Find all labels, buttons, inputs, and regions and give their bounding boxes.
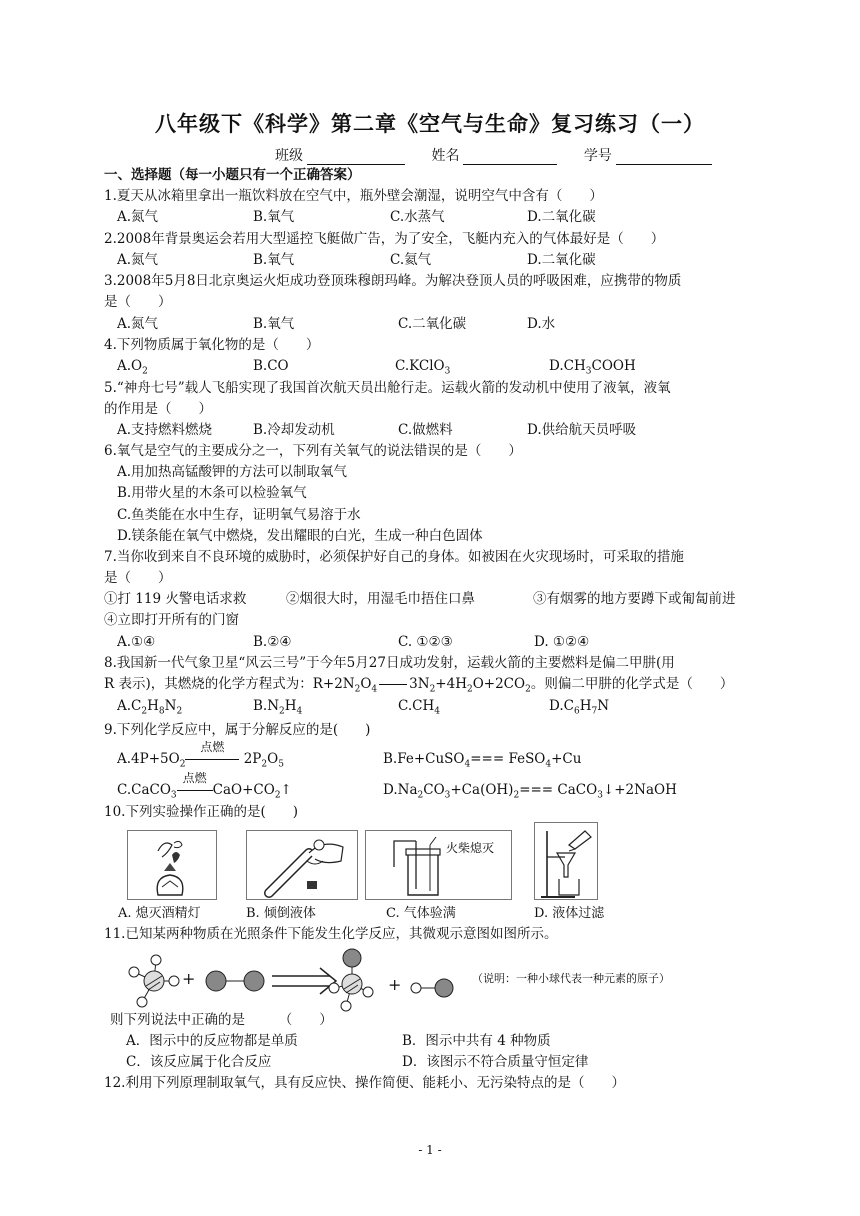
gas-arrow-icon: ↑ [280, 782, 292, 798]
q8-eq-sub1: 2 [354, 684, 361, 695]
q10-option-d[interactable]: D. 液体过滤 [534, 906, 605, 921]
q6-option-b[interactable]: B.用带火星的木条可以检验氧气 [117, 485, 307, 501]
q4-option-c[interactable] [395, 358, 450, 375]
hcl-molecule-icon [411, 979, 453, 997]
q9-option-b[interactable] [383, 751, 581, 768]
q8-equation-line [104, 676, 733, 693]
q3-option-a[interactable]: A.氮气 [117, 316, 159, 332]
q9-option-a[interactable] [117, 740, 284, 770]
q6-option-d[interactable]: D.镁条能在氧气中燃烧，发出耀眼的白光，生成一种白色固体 [117, 528, 483, 544]
fig-pour-liquid[interactable] [246, 830, 358, 900]
q2-option-a[interactable]: A.氮气 [117, 252, 159, 268]
q7-option-a[interactable]: A.①④ [117, 634, 156, 650]
q9-a-s2: 2 [261, 759, 268, 770]
q8-c-t: C.CH [398, 698, 435, 714]
q9-c-cond: 点燃 [182, 771, 207, 785]
q1-option-a[interactable]: A.氮气 [117, 209, 159, 225]
q9-a-cond: 点燃 [200, 740, 225, 754]
alcohol-lamp-icon [128, 831, 216, 899]
q7-measure-3: ③有烟雾的地方要蹲下或匍匐前进 [533, 591, 736, 607]
q10-option-c[interactable]: C. 气体验满 [386, 906, 456, 921]
fig-c-label: 火柴熄灭 [446, 841, 495, 855]
q7-measure-4: ④立即打开所有的门窗 [104, 612, 239, 628]
q9-b-mid: === FeSO [470, 751, 546, 767]
q8-d-s2: 7 [591, 706, 598, 717]
q11-option-d[interactable]: D．该图示不符合质量守恒定律 [402, 1054, 589, 1070]
q2-option-d[interactable]: D.二氧化碳 [527, 252, 596, 268]
fig-gas-check[interactable] [365, 830, 512, 900]
q8-a-m: H [147, 698, 159, 714]
q9-b-post: +Cu [551, 751, 582, 767]
q8-a-s2: 8 [158, 706, 165, 717]
q7-option-c[interactable]: C. ①②③ [398, 634, 453, 650]
q8-a-t: A.C [117, 698, 142, 714]
q7-measure-2: ②烟很大时，用湿毛巾捂住口鼻 [286, 591, 475, 607]
q4-stem: 4.下列物质属于氧化物的是（ ） [104, 337, 320, 353]
q2-stem: 2.2008年背景奥运会若用大型遥控飞艇做广告，为了安全，飞艇内充入的气体最好是（ ） [104, 231, 665, 247]
q8-eq-sub5: 2 [525, 684, 531, 695]
section-heading: 一、选择题（每一小题只有一个正确答案） [104, 167, 361, 183]
q7-stem-line2: 是（ ） [104, 570, 172, 586]
reaction-condition [177, 771, 213, 799]
q8-eq-m1: O [360, 676, 372, 692]
q10-stem: 10.下列实验操作正确的是( ) [104, 804, 299, 820]
q7-option-b[interactable]: B.②④ [253, 634, 292, 650]
q3-option-b[interactable]: B.氧气 [253, 316, 295, 332]
q5-stem-line2: 的作用是（ ） [104, 401, 212, 417]
q11-option-a[interactable]: A．图示中的反应物都是单质 [126, 1033, 298, 1049]
q11-note: （说明：一种小球代表一种元素的原子） [472, 972, 670, 985]
student-info-row [275, 148, 734, 165]
q11-stem: 11.已知某两种物质在光照条件下能发生化学反应，其微观示意图如图所示。 [104, 926, 558, 942]
q8-a-s1: 2 [141, 706, 148, 717]
q9-b-s: 4 [464, 759, 471, 770]
q10-option-b[interactable]: B. 倾倒液体 [246, 906, 316, 921]
q2-option-b[interactable]: B.氧气 [253, 252, 295, 268]
q4-d-text: D.CH [549, 358, 586, 374]
q9-d-m2: +Ca(OH) [450, 782, 514, 798]
q9-d-s2: 3 [444, 790, 451, 801]
q8-b-s2: 4 [296, 706, 303, 717]
name-label: 姓名 [431, 148, 460, 164]
q3-stem-line1: 3.2008年5月8日北京奥运火炬成功登顶珠穆朗玛峰。为解决登顶人员的呼吸困难，应携带的物质 [104, 273, 682, 289]
q4-option-d[interactable] [549, 358, 636, 375]
q11-stem2: 则下列说法中正确的是 （ ） [110, 1012, 333, 1028]
q8-option-b[interactable] [253, 698, 302, 715]
q8-d-s1: 6 [573, 706, 580, 717]
q9-a-pre: A.4P+5O [117, 751, 180, 767]
q5-option-c[interactable]: C.做燃料 [398, 422, 453, 438]
page-title: 八年级下《科学》第二章《空气与生命》复习练习（一） [155, 111, 705, 136]
q8-a-m2: N [164, 698, 177, 714]
q9-b-s2: 4 [545, 759, 552, 770]
q5-stem-line1: 5.“神舟七号”载人飞船实现了我国首次航天员出舱行走。运载火箭的发动机中使用了液氧，液氧 [104, 380, 671, 396]
q4-option-a[interactable] [117, 358, 148, 375]
q8-eq-sub2: 4 [371, 684, 378, 695]
q9-a-m: O [267, 751, 279, 767]
q9-option-d[interactable] [383, 782, 677, 799]
q8-option-c[interactable] [398, 698, 440, 715]
q9-b-pre: B.Fe+CuSO [383, 751, 465, 767]
q8-d-m: H [579, 698, 592, 714]
class-label: 班级 [275, 148, 303, 164]
q3-option-d[interactable]: D.水 [527, 316, 556, 332]
q9-c-s: 3 [170, 790, 177, 801]
q1-option-d[interactable]: D.二氧化碳 [527, 209, 596, 225]
name-field[interactable] [463, 150, 557, 165]
reaction-arrow-icon [379, 684, 407, 685]
q9-d-m: CO [423, 782, 445, 798]
q9-d-post: ↓+2NaOH [602, 782, 677, 798]
methane-like-molecule-icon [129, 955, 179, 1007]
filter-funnel-icon [535, 823, 597, 899]
q4-option-b[interactable]: B.CO [253, 358, 289, 374]
q3-stem-line2: 是（ ） [104, 294, 172, 310]
id-label: 学号 [583, 148, 612, 164]
q4-d-tail: COOH [591, 358, 636, 374]
q7-measure-1: ①打 119 火警电话求救 [104, 591, 247, 607]
q9-d-s3: 2 [513, 790, 520, 801]
q8-stem-line1: 8.我国新一代气象卫星“风云三号”于今年5月27日成功发射，运载火箭的主要燃料是偏二甲肼(用 [104, 655, 675, 671]
q11-option-b[interactable]: B．图示中共有 4 种物质 [402, 1033, 551, 1049]
pour-liquid-icon [247, 831, 357, 899]
q8-option-d[interactable] [549, 698, 609, 715]
q6-stem: 6.氧气是空气的主要成分之一，下列有关氧气的说法错误的是（ ） [104, 443, 522, 459]
q9-a-s: 2 [179, 759, 186, 770]
q8-eq-mid: 3N [409, 676, 430, 692]
q9-a-s3: 5 [278, 759, 284, 770]
q4-d-sub: 3 [585, 366, 592, 377]
q8-eq-m2: +4H [435, 676, 467, 692]
q5-option-a[interactable]: A.支持燃料燃烧 [117, 422, 213, 438]
q9-option-c[interactable] [117, 771, 292, 801]
q8-d-t: D.C [549, 698, 574, 714]
q8-eq-sub3: 2 [429, 684, 436, 695]
fig-filtering[interactable] [534, 822, 598, 900]
q7-option-d[interactable]: D. ①②④ [534, 634, 590, 650]
q8-c-s1: 4 [434, 706, 440, 717]
q9-d-pre: D.Na [383, 782, 418, 798]
q11-option-c[interactable]: C．该反应属于化合反应 [126, 1054, 272, 1070]
class-field[interactable] [307, 150, 405, 165]
q9-d-s4: 3 [597, 790, 603, 801]
plus-sign-1: + [182, 969, 196, 988]
q8-b-s1: 2 [279, 706, 285, 717]
q8-eq-m3: O+2CO [472, 676, 526, 692]
q4-a-text: A.O [117, 358, 143, 374]
id-field[interactable] [616, 150, 712, 165]
q8-option-a[interactable] [117, 698, 182, 715]
q9-c-post: CaO+CO [212, 782, 275, 798]
q6-option-a[interactable]: A.用加热高锰酸钾的方法可以制取氧气 [117, 464, 348, 480]
q2-option-c[interactable]: C.氦气 [390, 252, 432, 268]
q7-stem-line1: 7.当你收到来自不良环境的威胁时，必须保护好自己的身体。如被困在火灾现场时，可采取的措施 [104, 549, 684, 565]
q9-c-s2: 2 [274, 790, 281, 801]
molecule-diagram [120, 948, 470, 1018]
q8-eq-pre: R 表示)，其燃烧的化学方程式为：R+2N [104, 676, 355, 692]
plus-sign-2: + [388, 975, 402, 994]
q4-c-text: C.KClO [395, 358, 445, 374]
fig-extinguish-lamp[interactable] [127, 830, 217, 900]
q4-a-sub: 2 [142, 366, 148, 377]
q9-stem: 9.下列化学反应中，属于分解反应的是( ) [104, 722, 371, 738]
q12-stem: 12.利用下列原理制取氧气，具有反应快、操作简便、能耗小、无污染特点的是（ ） [104, 1075, 625, 1091]
q5-option-b[interactable]: B.冷却发动机 [253, 422, 335, 438]
q9-c-pre: C.CaCO [117, 782, 171, 798]
q8-a-s3: 2 [176, 706, 183, 717]
q8-eq-post: 。则偏二甲肼的化学式是（ ） [530, 676, 734, 692]
q9-d-s: 2 [417, 790, 424, 801]
q8-d-m2: N [597, 698, 610, 714]
q3-option-c[interactable]: C.二氧化碳 [398, 316, 467, 332]
reaction-condition [185, 740, 239, 768]
q4-c-sub: 3 [444, 366, 451, 377]
q9-d-m3: === CaCO [519, 782, 598, 798]
q6-option-c[interactable]: C.鱼类能在水中生存，证明氧气易溶于水 [117, 507, 361, 523]
q8-eq-sub4: 2 [466, 684, 473, 695]
q9-a-post: 2P [243, 751, 262, 767]
q1-option-c[interactable]: C.水蒸气 [390, 209, 445, 225]
q8-b-m: H [284, 698, 297, 714]
q5-option-d[interactable]: D.供给航天员呼吸 [527, 422, 637, 438]
q1-stem: 1.夏天从冰箱里拿出一瓶饮料放在空气中，瓶外壁会潮湿，说明空气中含有（ ） [104, 188, 603, 204]
diatomic-molecule-icon [206, 971, 264, 991]
yields-arrow-icon [272, 968, 336, 994]
q10-option-a[interactable]: A. 熄灭酒精灯 [118, 906, 201, 921]
page-number: - 1 - [418, 1143, 442, 1157]
q1-option-b[interactable]: B.氧气 [253, 209, 295, 225]
q8-b-t: B.N [253, 698, 280, 714]
